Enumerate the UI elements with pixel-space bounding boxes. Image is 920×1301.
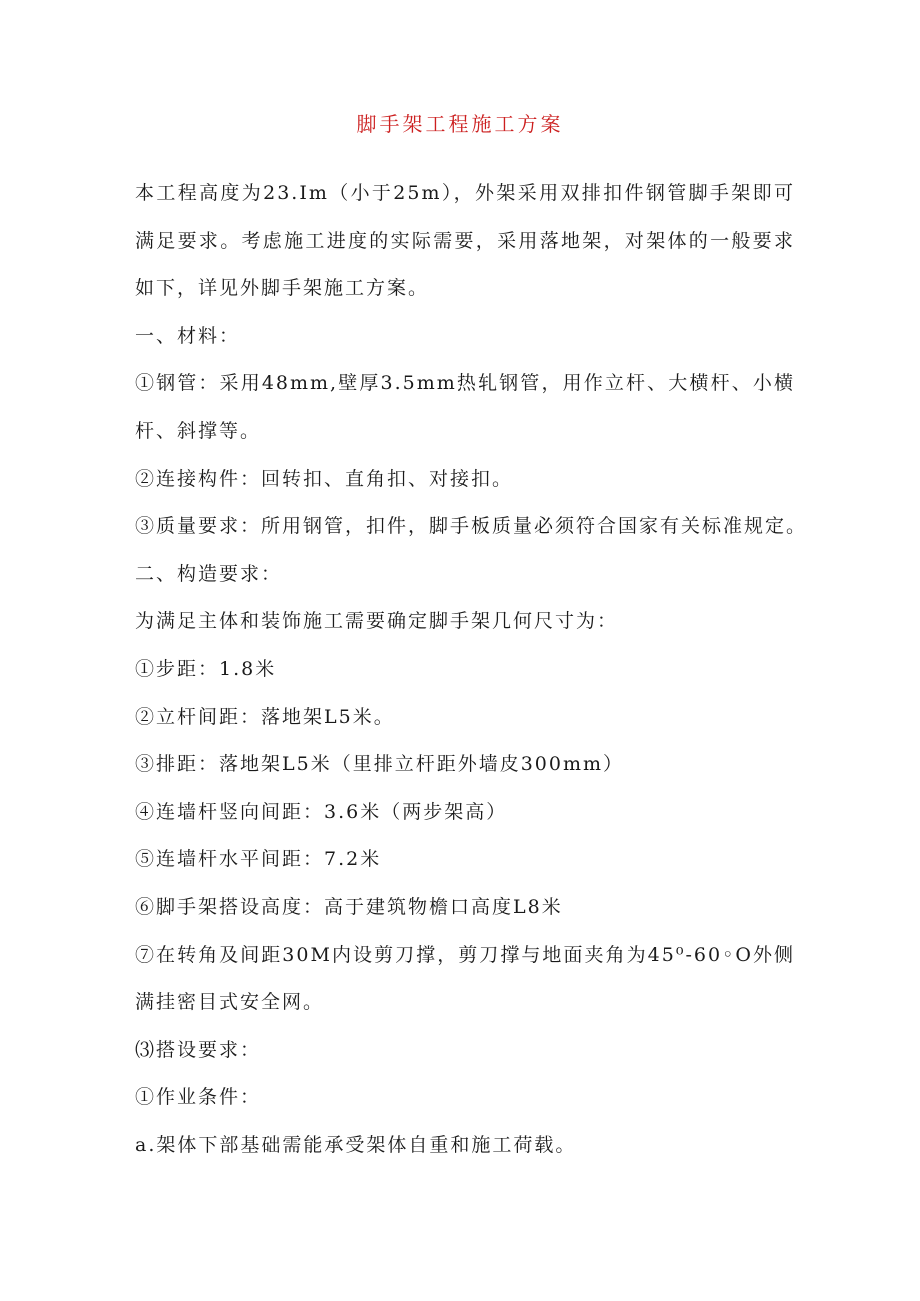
list-item-quality: ③质量要求：所用钢管，扣件，脚手板质量必须符合国家有关标准规定。	[135, 515, 808, 538]
list-item-steel-pipe: ①钢管：采用48mm,壁厚3.5mm热轧钢管，用作立杆、大横杆、小横杆、斜撑等。	[135, 372, 795, 442]
list-item-tie-vertical: ④连墙杆竖向间距：3.6米（两步架高）	[135, 800, 508, 823]
section-heading-erection: ⑶搭设要求：	[135, 1038, 262, 1061]
list-item-foundation: a.架体下部基础需能承受架体自重和施工荷载。	[135, 1133, 577, 1156]
document-body	[135, 170, 808, 1169]
section-heading-structure: 二、构造要求：	[135, 562, 283, 585]
document-title: 脚手架工程施工方案	[356, 112, 564, 136]
intro-paragraph: 本工程高度为23.Im（小于25m），外架采用双排扣件钢管脚手架即可满足要求。考虑施工进度的实际需要，采用落地架，对架体的一般要求如下，详见外脚手架施工方案。	[135, 182, 795, 300]
list-item-erection-height: ⑥脚手架搭设高度：高于建筑物檐口高度L8米	[135, 895, 563, 918]
section-heading-materials: 一、材料：	[135, 324, 241, 347]
list-item-pole-spacing: ②立杆间距：落地架L5米。	[135, 705, 395, 728]
list-item-work-conditions: ①作业条件：	[135, 1086, 262, 1109]
list-item-bracing: ⑦在转角及间距30M内设剪刀撑，剪刀撑与地面夹角为45⁰-60◦O外侧满挂密目式安全网。	[135, 943, 795, 1014]
structure-intro: 为满足主体和装饰施工需要确定脚手架几何尺寸为：	[135, 610, 619, 633]
list-item-connectors: ②连接构件：回转扣、直角扣、对接扣。	[135, 467, 514, 490]
list-item-step-distance: ①步距：1.8米	[135, 657, 277, 680]
list-item-row-distance: ③排距：落地架L5米（里排立杆距外墙皮300mm）	[135, 753, 625, 776]
list-item-tie-horizontal: ⑤连墙杆水平间距：7.2米	[135, 848, 382, 871]
